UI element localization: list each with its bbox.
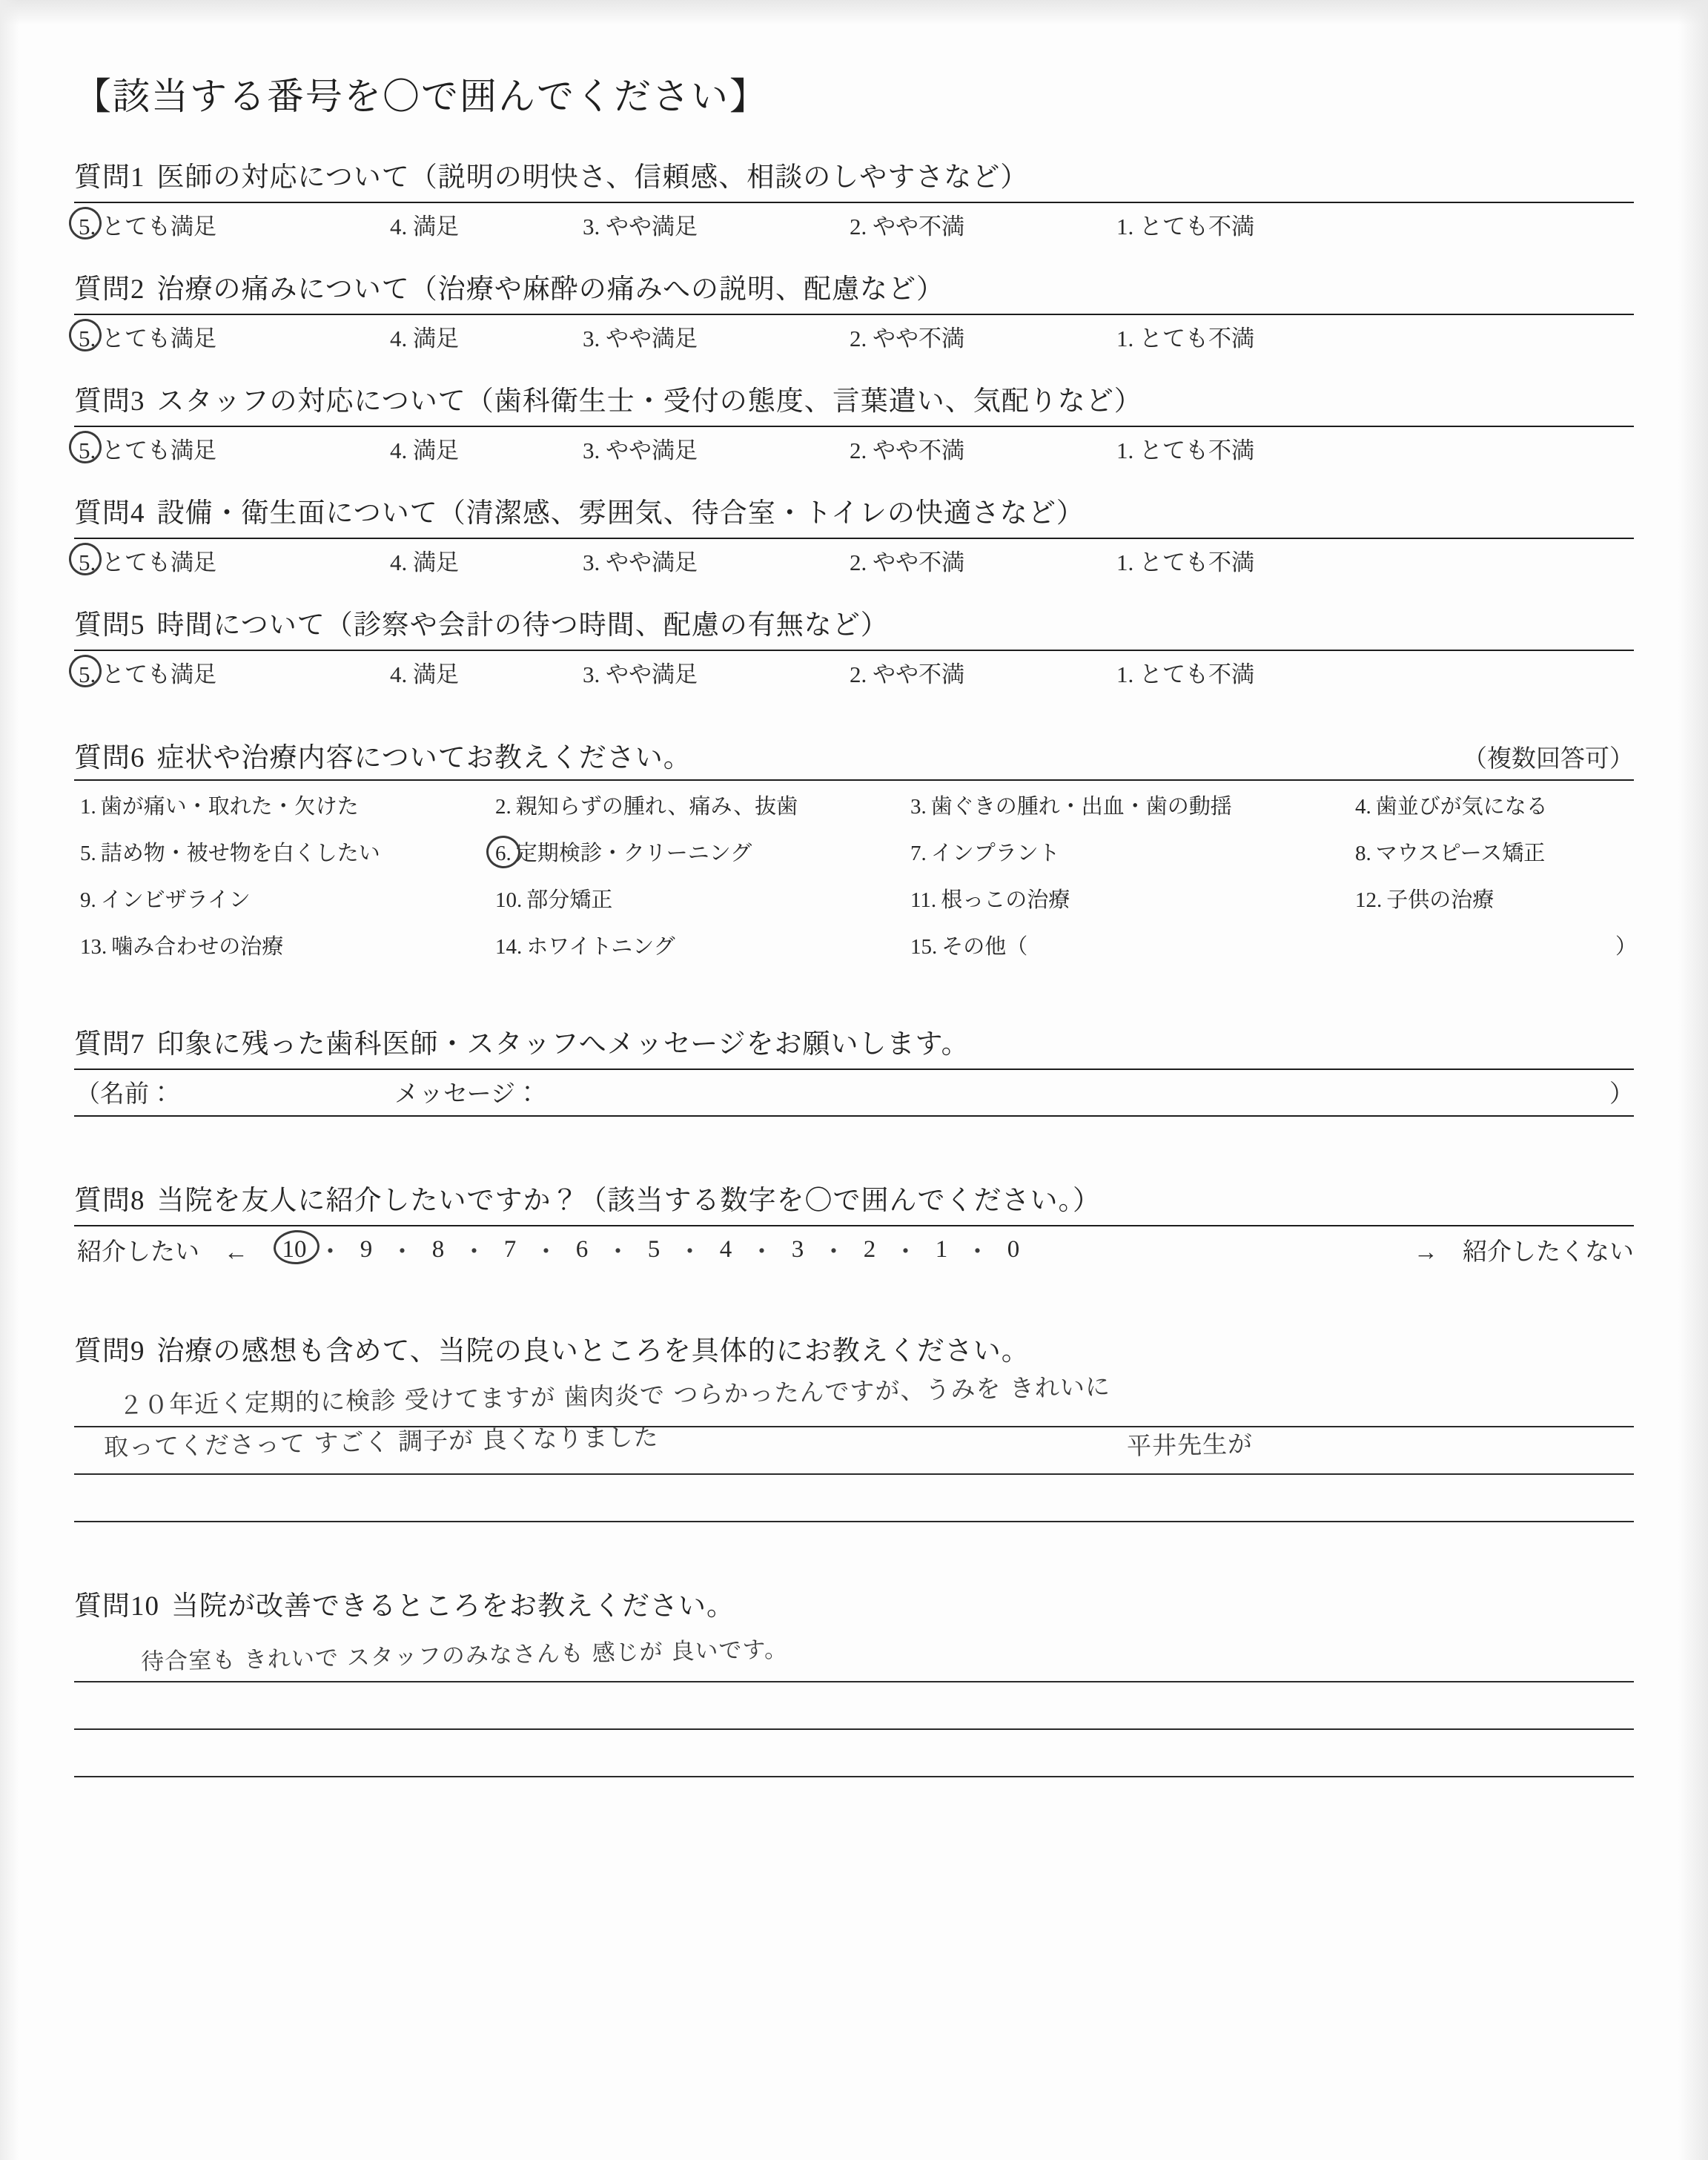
- question-9-text: [74, 1328, 1634, 1368]
- divider: [74, 538, 1634, 539]
- question-2-scale: [74, 320, 1634, 353]
- option-8[interactable]: 8. マウスピース矯正: [1355, 842, 1546, 865]
- scale-option-5[interactable]: 5. とても満足: [79, 214, 216, 240]
- message-field-label[interactable]: メッセージ：: [394, 1081, 540, 1108]
- answer-line[interactable]: [74, 1730, 1634, 1777]
- nps-number-list: [274, 1232, 1394, 1267]
- scale-option-4[interactable]: 4. 満足: [390, 214, 459, 240]
- scale-option-4[interactable]: 4. 満足: [390, 326, 459, 351]
- scale-option-4[interactable]: 4. 満足: [390, 549, 459, 575]
- nps-option-5[interactable]: 5: [647, 1236, 661, 1263]
- scale-option-3[interactable]: 3. やや満足: [583, 437, 698, 463]
- handwritten-line-3: 平井先生が: [1126, 1429, 1254, 1461]
- question-10-text: [74, 1583, 1634, 1623]
- nps-separator: ・: [318, 1239, 342, 1266]
- page-title: 【該当する番号を〇で囲んでください】: [74, 76, 768, 117]
- scale-option-3[interactable]: 3. やや満足: [583, 214, 698, 240]
- answer-line[interactable]: [74, 1682, 1634, 1730]
- question-6-options: [74, 790, 1637, 960]
- scale-option-5[interactable]: 5. とても満足: [79, 326, 216, 351]
- nps-separator: ・: [749, 1239, 774, 1266]
- question-6-label: 質問6: [74, 743, 145, 773]
- scale-option-5[interactable]: 5. とても満足: [79, 549, 216, 575]
- question-6-text: [74, 735, 692, 775]
- question-block-5: [74, 602, 1634, 689]
- question-3-text: [74, 378, 1634, 418]
- question-3-label: 質問3: [74, 386, 145, 417]
- scale-option-5[interactable]: 5. とても満足: [79, 661, 216, 687]
- question-2-text: [74, 266, 1634, 306]
- question-1-body: 医師の対応について（説明の明快さ、信頼感、相談のしやすさなど）: [156, 162, 1029, 193]
- nps-option-4[interactable]: 4: [719, 1236, 732, 1263]
- question-4-scale: [74, 544, 1634, 577]
- question-block-7: [74, 1021, 1634, 1117]
- question-8-text: [74, 1178, 1634, 1218]
- scale-option-1[interactable]: 1. とても不満: [1116, 549, 1254, 575]
- question-5-text: [74, 602, 1634, 642]
- divider: [74, 779, 1634, 781]
- question-6-note: （複数回答可）: [1463, 746, 1634, 773]
- divider: [74, 1225, 1634, 1226]
- scale-option-2[interactable]: 2. やや不満: [850, 214, 964, 240]
- question-7-inputs: [74, 1074, 1634, 1109]
- question-4-text: [74, 490, 1634, 530]
- nps-option-8[interactable]: 8: [431, 1236, 445, 1263]
- close-paren: ）: [1609, 1081, 1634, 1108]
- option-15-other[interactable]: 15. その他（: [910, 935, 1028, 959]
- option-11[interactable]: 11. 根っこの治療: [910, 888, 1070, 912]
- question-6-body: 症状や治療内容についてお教えください。: [156, 743, 692, 773]
- scale-option-3[interactable]: 3. やや満足: [583, 549, 698, 575]
- scale-option-4[interactable]: 4. 満足: [390, 661, 459, 687]
- question-1-text: [74, 154, 1634, 194]
- question-10-label: 質問10: [74, 1591, 159, 1622]
- option-4[interactable]: 4. 歯並びが気になる: [1355, 795, 1548, 819]
- nps-option-9[interactable]: 9: [360, 1236, 373, 1263]
- option-9[interactable]: 9. インビザライン: [80, 888, 251, 912]
- option-15-other-close: ）: [1615, 935, 1637, 959]
- handwritten-line-2: 取ってくださって すごく 調子が 良くなりました: [103, 1421, 659, 1462]
- nps-left-label: 紹介したい ←: [77, 1239, 248, 1266]
- answer-line[interactable]: [74, 1475, 1634, 1522]
- scale-option-1[interactable]: 1. とても不満: [1116, 437, 1254, 463]
- question-5-scale: [74, 655, 1634, 689]
- scan-edge-top: [0, 0, 1708, 25]
- question-1-label: 質問1: [74, 162, 145, 193]
- answer-line[interactable]: [74, 1427, 1634, 1475]
- option-13[interactable]: 13. 噛み合わせの治療: [80, 935, 284, 959]
- nps-separator: ・: [965, 1239, 990, 1266]
- scale-option-2[interactable]: 2. やや不満: [850, 437, 964, 463]
- scale-option-2[interactable]: 2. やや不満: [850, 326, 964, 351]
- nps-separator: ・: [893, 1239, 918, 1266]
- nps-option-3[interactable]: 3: [791, 1236, 804, 1263]
- nps-separator: ・: [606, 1239, 630, 1266]
- nps-option-7[interactable]: 7: [503, 1236, 517, 1263]
- question-4-body: 設備・衛生面について（清潔感、雰囲気、待合室・トイレの快適さなど）: [156, 498, 1085, 529]
- scale-option-2[interactable]: 2. やや不満: [850, 549, 964, 575]
- divider: [74, 314, 1634, 315]
- nps-option-0[interactable]: 0: [1007, 1236, 1020, 1263]
- question-block-9: [74, 1328, 1634, 1522]
- question-8-label: 質問8: [74, 1186, 145, 1216]
- question-5-label: 質問5: [74, 610, 145, 641]
- nps-separator: ・: [462, 1239, 486, 1266]
- question-8-scale: [74, 1232, 1634, 1267]
- option-10[interactable]: 10. 部分矯正: [495, 888, 613, 912]
- nps-separator: ・: [821, 1239, 846, 1266]
- question-block-2: [74, 266, 1634, 353]
- scale-option-1[interactable]: 1. とても不満: [1116, 214, 1254, 240]
- option-2[interactable]: 2. 親知らずの腫れ、痛み、抜歯: [495, 795, 798, 819]
- divider: [74, 426, 1634, 427]
- question-10-answer-area[interactable]: [74, 1635, 1634, 1777]
- question-6-header: [74, 735, 1634, 779]
- divider: [74, 1115, 1634, 1117]
- nps-option-10[interactable]: 10: [278, 1236, 311, 1264]
- scan-edge-right: [1678, 0, 1708, 2160]
- question-block-6: [74, 735, 1637, 960]
- option-1[interactable]: 1. 歯が痛い・取れた・欠けた: [80, 795, 359, 819]
- question-8-body: 当院を友人に紹介したいですか？（該当する数字を〇で囲んでください。）: [156, 1186, 1101, 1216]
- question-block-10: [74, 1583, 1634, 1777]
- handwritten-line-1: ２０年近く定期的に検診 受けてますが 歯肉炎で つらかったんですが、うみを きれいに: [118, 1372, 1111, 1420]
- question-2-label: 質問2: [74, 274, 145, 305]
- scale-option-4[interactable]: 4. 満足: [390, 437, 459, 463]
- nps-option-1[interactable]: 1: [935, 1236, 948, 1263]
- nps-separator: ・: [678, 1239, 702, 1266]
- question-9-answer-area[interactable]: [74, 1372, 1634, 1522]
- question-7-text: [74, 1021, 1634, 1061]
- answer-line[interactable]: [74, 1380, 1634, 1427]
- name-field-label[interactable]: （名前：: [76, 1081, 173, 1108]
- divider: [74, 1069, 1634, 1070]
- scale-option-1[interactable]: 1. とても不満: [1116, 661, 1254, 687]
- question-3-body: スタッフの対応について（歯科衛生士・受付の態度、言葉遣い、気配りなど）: [156, 386, 1142, 417]
- option-5[interactable]: 5. 詰め物・被せ物を白くしたい: [80, 842, 380, 865]
- option-14[interactable]: 14. ホワイトニング: [495, 935, 675, 959]
- scan-edge-left: [0, 0, 19, 2160]
- question-5-body: 時間について（診察や会計の待つ時間、配慮の有無など）: [156, 610, 889, 641]
- nps-separator: ・: [390, 1239, 414, 1266]
- nps-option-2[interactable]: 2: [863, 1236, 876, 1263]
- handwritten-line-1: 待合室も きれいで スタッフのみなさんも 感じが 良いです。: [140, 1636, 789, 1676]
- option-6[interactable]: 6. 定期検診・クリーニング: [495, 842, 752, 865]
- question-7-label: 質問7: [74, 1029, 145, 1060]
- scale-option-3[interactable]: 3. やや満足: [583, 661, 698, 687]
- question-9-label: 質問9: [74, 1336, 145, 1367]
- question-7-body: 印象に残った歯科医師・スタッフへメッセージをお願いします。: [156, 1029, 970, 1060]
- divider: [74, 650, 1634, 651]
- scale-option-3[interactable]: 3. やや満足: [583, 326, 698, 351]
- question-2-body: 治療の痛みについて（治療や麻酔の痛みへの説明、配慮など）: [156, 274, 945, 305]
- scale-option-2[interactable]: 2. やや不満: [850, 661, 964, 687]
- question-1-scale: [74, 208, 1634, 241]
- question-block-1: [74, 154, 1634, 241]
- question-4-label: 質問4: [74, 498, 145, 529]
- question-block-8: [74, 1178, 1634, 1267]
- answer-line[interactable]: [74, 1635, 1634, 1682]
- question-9-body: 治療の感想も含めて、当院の良いところを具体的にお教えください。: [156, 1336, 1030, 1367]
- scale-option-5[interactable]: 5. とても満足: [79, 437, 216, 463]
- nps-separator: ・: [534, 1239, 558, 1266]
- option-12[interactable]: 12. 子供の治療: [1355, 888, 1494, 912]
- nps-right-label: → 紹介したくない: [1414, 1239, 1634, 1266]
- question-10-body: 当院が改善できるところをお教えください。: [171, 1591, 735, 1622]
- option-3[interactable]: 3. 歯ぐきの腫れ・出血・歯の動揺: [910, 795, 1232, 819]
- divider: [74, 202, 1634, 203]
- question-3-scale: [74, 432, 1634, 465]
- option-7[interactable]: 7. インプラント: [910, 842, 1060, 865]
- scale-option-1[interactable]: 1. とても不満: [1116, 326, 1254, 351]
- question-block-3: [74, 378, 1634, 465]
- nps-option-6[interactable]: 6: [575, 1236, 589, 1263]
- question-block-4: [74, 490, 1634, 577]
